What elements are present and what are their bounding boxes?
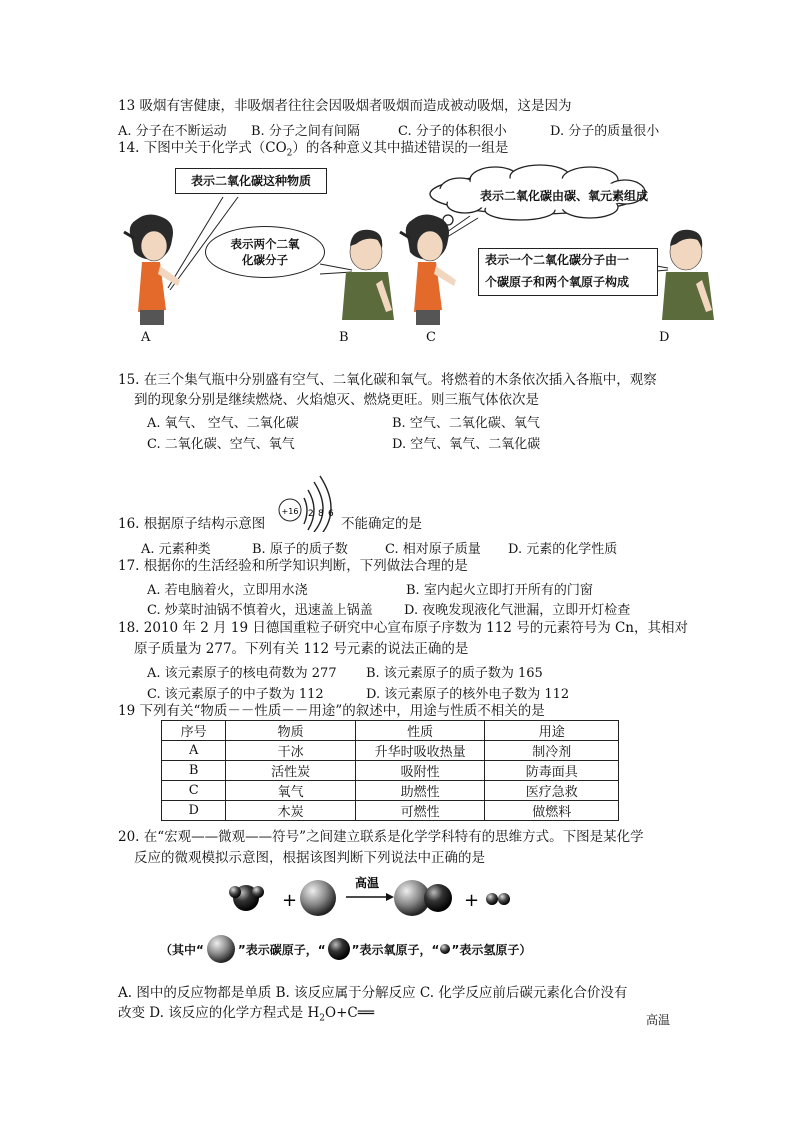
table-header: 物质 [226,721,356,741]
q19-table [161,720,619,821]
table-header: 序号 [162,721,226,741]
table-row [162,781,619,801]
q16-stem-pre: 16. 根据原子结构示意图 [118,516,266,532]
q18-stem-line2: 原子质量为 277。下列有关 112 号元素的说法正确的是 [134,641,469,657]
q19-stem: 19 下列有关“物质－－性质－－用途”的叙述中，用途与性质不相关的是 [118,703,545,719]
legend-part-2: ”表示碳原子，“ [237,942,326,957]
atom-shell-1: 2 [308,509,314,519]
q20-options-line2-post: O+C══ [325,1005,374,1021]
q16-option-c: C. 相对原子质量 [385,542,481,557]
q14-label-c: C [426,330,436,345]
table-header: 用途 [485,721,619,741]
boy-figure-b [342,230,394,320]
table-cell: A [162,741,226,761]
carbon-monoxide-molecule [394,880,452,916]
table-cell: 做燃料 [485,801,619,821]
table-cell: 助燃性 [355,781,485,801]
hydrogen-molecule [486,893,510,905]
water-molecule [229,885,264,911]
q16-stem-post: 不能确定的是 [341,516,422,532]
table-cell: 木炭 [226,801,356,821]
q20-stem-line2: 反应的微观模拟示意图，根据该图判断下列说法中正确的是 [134,850,485,866]
table-row [162,801,619,821]
table-cell: 可燃性 [355,801,485,821]
q14-label-b: B [339,330,349,345]
q17-option-d: D. 夜晚发现液化气泄漏，立即开灯检查 [404,603,631,618]
table-cell: B [162,761,226,781]
q20-options-line2-sub: 2 [319,1013,326,1024]
table-cell: 氧气 [226,781,356,801]
trailing-condition-label: 高温 [646,1013,671,1027]
atom-shell-2: 8 [318,509,324,519]
q13-stem: 13 吸烟有害健康，非吸烟者往往会因吸烟者吸烟而造成被动吸烟，这是因为 [118,98,572,114]
q17-option-a: A. 若电脑着火，立即用水浇 [147,583,308,598]
bubble-a: 表示二氧化碳这种物质 [175,168,327,194]
bubble-b-line2: 化碳分子 [242,253,288,267]
legend-part-4: ”表示氢原子） [451,942,532,957]
q13-option-d: D. 分子的质量很小 [550,124,660,139]
girl-figure-a [124,214,180,325]
bubble-d-line1: 表示一个二氧化碳分子由一 [485,253,630,267]
boy-figure-d [662,230,714,320]
q15-option-c: C. 二氧化碳、空气、氧气 [147,437,295,452]
q18-option-c: C. 该元素原子的中子数为 112 [147,687,324,702]
atom-shell-3: 6 [328,509,334,519]
q18-option-b: B. 该元素原子的质子数为 165 [366,666,543,681]
atom-structure-diagram [276,474,340,532]
q20-options-line2 [118,1005,374,1028]
atom-nucleus: +16 [281,507,299,516]
q20-stem-line1: 20. 在“宏观——微观——符号”之间建立联系是化学学科特有的思维方式。下图是某化学 [118,829,644,845]
q15-stem-line1: 15. 在三个集气瓶中分别盛有空气、二氧化碳和氧气。将燃着的木条依次插入各瓶中，观察 [118,372,657,388]
q13-option-c: C. 分子的体积很小 [398,124,507,139]
q16-option-b: B. 原子的质子数 [252,542,348,557]
bubble-d-line2: 个碳原子和两个氧原子构成 [485,275,630,289]
reaction-condition: 高温 [355,876,380,890]
q15-option-b: B. 空气、二氧化碳、氧气 [392,416,540,431]
girl-figure-c [400,214,456,325]
table-cell: 制冷剂 [485,741,619,761]
carbon-atom [300,880,336,916]
q14-label-d: D [659,330,670,345]
q16-option-a: A. 元素种类 [141,542,211,557]
table-row [162,741,619,761]
carbon-atom-icon [204,934,238,964]
q13-option-b: B. 分子之间有间隔 [251,124,360,139]
bubble-c-text: 表示二氧化碳由碳、氧元素组成 [480,189,649,203]
reaction-diagram [222,870,522,928]
q18-option-a: A. 该元素原子的核电荷数为 277 [147,666,337,681]
legend-part-1: （其中“ [160,942,204,957]
table-cell: D [162,801,226,821]
q14-stem-sub: 2 [286,148,293,159]
svg-text:+: + [282,890,298,911]
table-header: 性质 [355,721,485,741]
table-cell: C [162,781,226,801]
q14-stem-pre: 14. 下图中关于化学式（CO [118,140,287,156]
q15-option-d: D. 空气、氧气、二氧化碳 [392,437,541,452]
table-cell: 干冰 [226,741,356,761]
table-cell: 吸附性 [355,761,485,781]
q15-option-a: A. 氧气、 空气、二氧化碳 [147,416,299,431]
hydrogen-atom-icon [439,943,451,955]
reaction-legend [160,934,531,964]
table-cell: 医疗急救 [485,781,619,801]
table-header-row [162,721,619,741]
q17-option-b: B. 室内起火立即打开所有的门窗 [406,583,593,598]
bubble-b [205,226,325,278]
q15-stem-line2: 到的现象分别是继续燃烧、火焰熄灭、燃烧更旺。则三瓶气体依次是 [134,392,539,408]
q17-stem: 17. 根据你的生活经验和所学知识判断，下列做法合理的是 [118,558,468,574]
q20-options-line2-pre: 改变 D. 该反应的化学方程式是 H [118,1005,320,1021]
q18-stem-line1: 18. 2010 年 2 月 19 日德国重粒子研究中心宣布原子序数为 112 号的元素符号为 Cn，其相对 [118,620,689,636]
table-row [162,761,619,781]
q17-option-c: C. 炒菜时油锅不慎着火，迅速盖上锅盖 [147,603,373,618]
q18-option-d: D. 该元素原子的核外电子数为 112 [366,687,570,702]
q14-stem-post: ）的各种意义其中描述错误的一组是 [292,140,509,156]
q13-option-a: A. 分子在不断运动 [118,124,227,139]
svg-text:+: + [464,890,480,911]
q20-options-line1: A. 图中的反应物都是单质 B. 该反应属于分解反应 C. 化学反应前后碳元素化合价没有 [118,985,628,1001]
oxygen-atom-icon [326,936,352,962]
legend-part-3: ”表示氧原子，“ [351,942,440,957]
table-cell: 活性炭 [226,761,356,781]
q14-label-a: A [141,330,151,345]
q16-option-d: D. 元素的化学性质 [508,542,618,557]
table-cell: 防毒面具 [485,761,619,781]
bubble-b-line1: 表示两个二氧 [230,237,300,251]
table-cell: 升华时吸收热量 [355,741,485,761]
bubble-d [478,248,658,296]
